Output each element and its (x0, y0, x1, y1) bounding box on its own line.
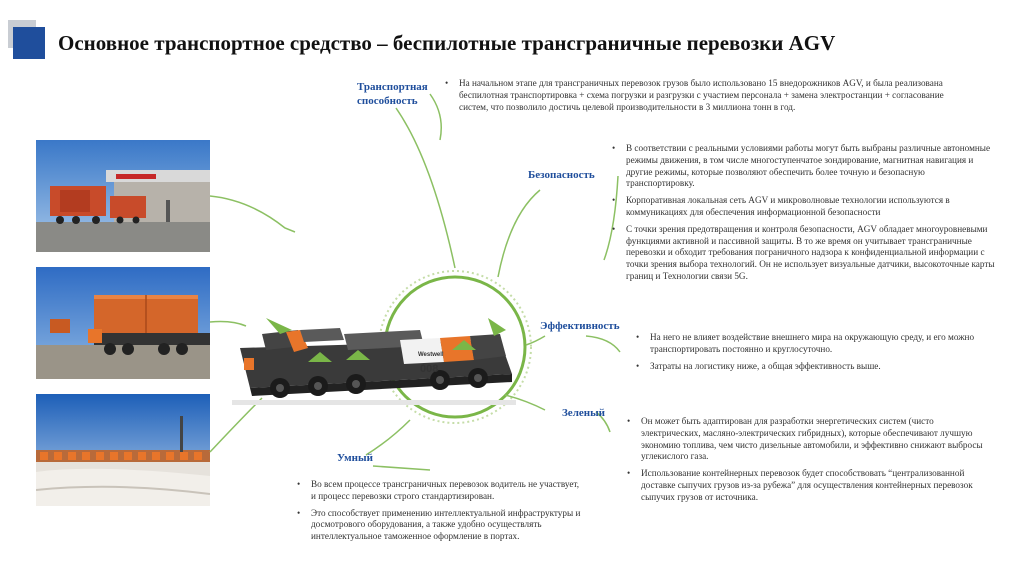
vehicle-number: 008 (420, 363, 439, 375)
label-smart: Умный (337, 452, 373, 464)
label-efficiency: Эффективность (540, 320, 620, 332)
list-item: • Он может быть адаптирован для разработки энергетических систем (чисто электрических, масляно-электрических гибридных), которые обеспечивают лучшую экономию топлива, чем чисто дизельные автомобили, и эффективно снижают выбросы углекислого газа. (627, 416, 983, 462)
label-transport-capacity: Транспортная способность (357, 81, 428, 107)
list-item: • На начальном этапе для трансграничных перевозок грузов было использовано 15 внедорожников AGV, и была реализована беспилотная транспортировка + схема погрузки и разгрузки с участием персонала + замена электростанции + согласование систем, что позволило достичь целевой производительности в 3 миллиона тонн в год. (445, 78, 944, 112)
label-green: Зеленый (562, 407, 606, 419)
efficiency-text-block (635, 332, 995, 377)
list-item: • Затраты на логистику ниже, а общая эффективность выше. (636, 360, 881, 371)
list-item: • Это способствует применению интеллектуальной инфраструктуры и досмотрового оборудования, а также удобно осуществлять интеллектуальное таможенное оформление в портах. (297, 507, 581, 542)
list-item: • На него не влияет воздействие внешнего мира на окружающую среду, и его можно транспортировать постоянно и круглосуточно. (636, 332, 975, 354)
smart-text-block (296, 479, 586, 548)
green-text-block (626, 416, 986, 509)
label-safety: Безопасность (528, 169, 595, 181)
safety-text-block (611, 143, 995, 288)
vehicle-brand: Westwell (418, 352, 444, 358)
page-title: Основное транспортное средство – беспилотные трансграничные перевозки AGV (58, 31, 836, 55)
transport-text-block (444, 78, 974, 118)
list-item: • Корпоративная локальная сеть AGV и микроволновые технологии используются в коммуникациях для обеспечения информационной безопасности (612, 195, 950, 217)
list-item: • Во всем процессе трансграничных перевозок водитель не участвует, и процесс перевозки строго стандартизирован. (297, 479, 580, 501)
agv-vehicle-illustration (232, 318, 516, 405)
list-item: • В соответствии с реальными условиями работы могут быть выбраны различные автономные режимы движения, в том числе многоступенчатое зондирование, магнитная навигация и другие режимы, которые позволяют обеспечить более точную и безопасную транспортировку. (612, 143, 991, 189)
list-item: • Использование контейнерных перевозок будет способствовать “централизованной доставке сыпучих грузов из-за рубежа” для осуществления контейнерных перевозок сыпучих грузов от источника. (627, 468, 973, 502)
list-item: • С точки зрения предотвращения и контроля безопасности, AGV обладает многоуровневыми функциями активной и пассивной защиты. В то же время он учитывает трансграничные перевозки и обходит требования пограничного надзора к конфиденциальной информации с точки зрения выбора технологий. Он не использует визуальные датчики, высокоточные карты границ и Технологии связи 5G. (612, 223, 995, 281)
